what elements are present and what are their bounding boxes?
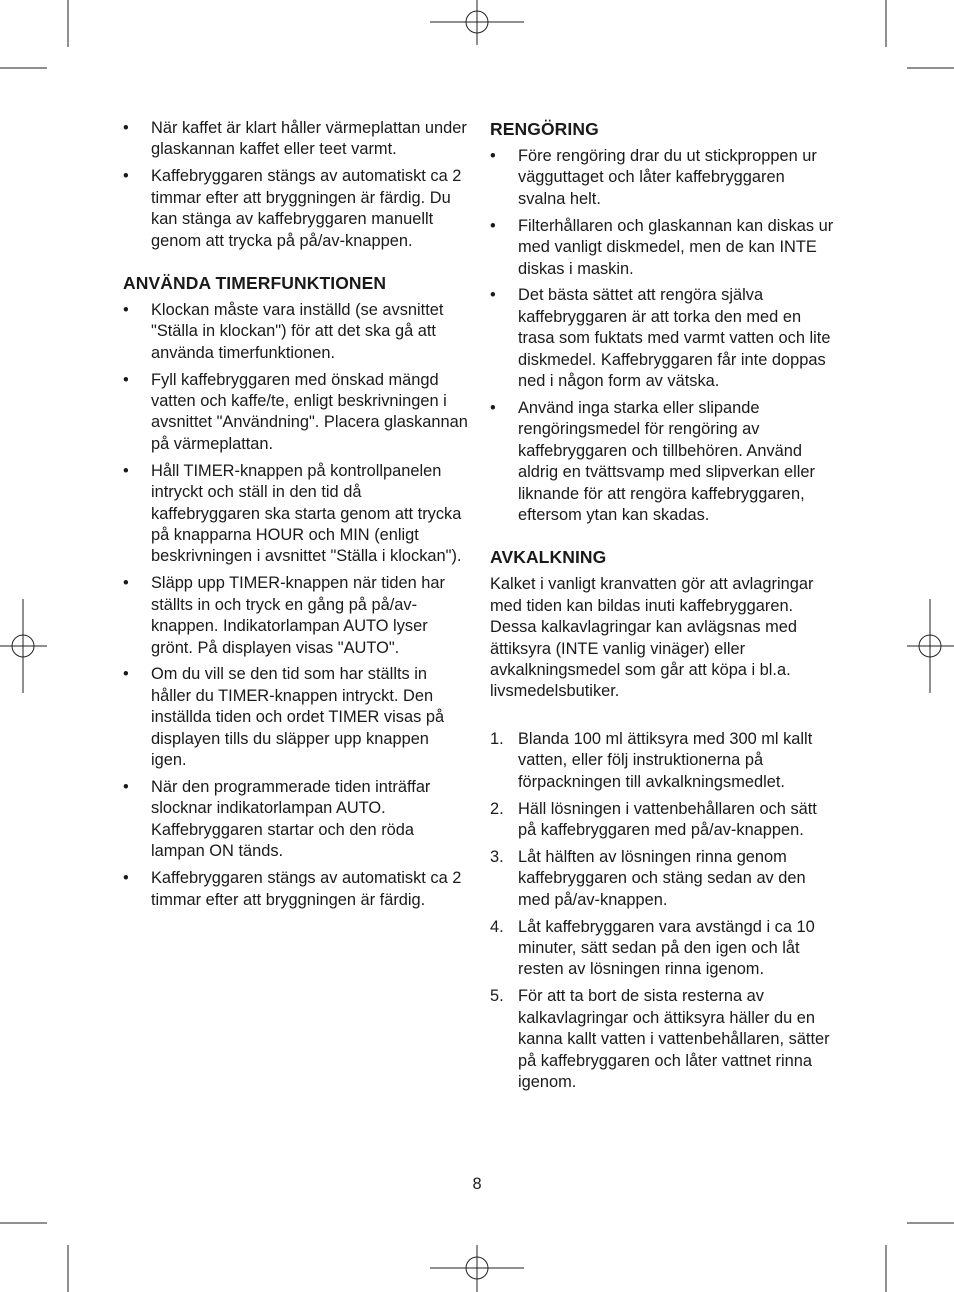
step-number: 2.	[490, 799, 504, 818]
bullet-marker: •	[123, 119, 129, 137]
list-item: 4. Låt kaffebryggaren vara avstängd i ca 10 minuter, sätt sedan på den igen och låt resten av lösningen rinna igenom.	[490, 917, 815, 979]
timer-bullet-list	[123, 300, 468, 911]
bullet-marker: •	[490, 216, 496, 235]
registration-mark-top	[430, 0, 524, 45]
bullet-marker: •	[490, 398, 496, 417]
bullet-marker: •	[123, 574, 129, 593]
intro-bullet-list	[123, 118, 468, 252]
section-heading-cleaning: RENGÖRING	[490, 119, 599, 139]
list-item: • Före rengöring drar du ut stickproppen ur vägguttaget och låter kaffebryggaren svalna helt.	[490, 147, 817, 208]
left-column	[123, 118, 468, 916]
list-item: • Det bästa sättet att rengöra själva kaffebryggaren är att torka den med en trasa som fuktats med varmt vatten och lite diskmedel. Kaffebryggaren får inte doppas ned i någon form av vätska.	[490, 286, 831, 391]
list-item: • Kaffebryggaren stängs av automatiskt ca 2 timmar efter att bryggningen är färdig.	[123, 869, 462, 909]
right-column	[490, 118, 835, 1099]
registration-mark-right	[907, 599, 954, 693]
list-item: • Filterhållaren och glaskannan kan diskas ur med vanligt diskmedel, men de kan INTE diskas i maskin.	[490, 216, 834, 278]
section-heading-timer: ANVÄNDA TIMERFUNKTIONEN	[123, 272, 387, 293]
descaling-intro: Kalket i vanligt kranvatten gör att avlagringar med tiden kan bildas inuti kaffebryggaren. Dessa kalkavlagringar kan avlägsnas med ättiksyra (INTE vanlig vinäger) eller avkalkningsmedel som går att köpa i bl.a. livsmedelsbutiker.	[490, 575, 814, 701]
bullet-marker: •	[123, 300, 129, 319]
list-item: 2. Häll lösningen i vattenbehållaren och sätt på kaffebryggaren med på/av-knappen.	[490, 799, 817, 839]
step-number: 5.	[490, 987, 504, 1006]
list-item: • Fyll kaffebryggaren med önskad mängd vatten och kaffe/te, enligt beskrivningen i avsnittet "Användning". Placera glaskannan på värmeplattan.	[123, 370, 468, 453]
list-item: • Använd inga starka eller slipande rengöringsmedel för rengöring av kaffebryggaren och tillbehören. Använd aldrig en tvättsvamp med slipverkan eller liknande för att rengöra kaffebryggaren, eftersom ytan kan skadas.	[490, 398, 815, 524]
registration-mark-bottom	[430, 1245, 524, 1292]
bullet-marker: •	[123, 665, 129, 684]
step-number: 4.	[490, 917, 504, 936]
list-item: 3. Låt hälften av lösningen rinna genom kaffebryggaren och stäng sedan av den med på/av-knappen.	[490, 847, 806, 909]
list-item: 1. Blanda 100 ml ättiksyra med 300 ml kallt vatten, eller följ instruktionerna på förpackningen till avkalkningsmedlet.	[490, 729, 813, 791]
list-item: • Släpp upp TIMER-knappen när tiden har ställts in och tryck en gång på på/av-knappen. Indikatorlampan AUTO lyser grönt. På displayen visas "AUTO".	[123, 574, 445, 657]
list-item: • Kaffebryggaren stängs av automatiskt ca 2 timmar efter att bryggningen är färdig. Du kan stänga av kaffebryggaren manuellt genom att trycka på på/av-knappen.	[123, 167, 462, 250]
list-item: 5. För att ta bort de sista resterna av kalkavlagringar och ättiksyra häller du en kanna kallt vatten i vattenbehållaren, sätter på kaffebryggaren och låter vattnet rinna igenom.	[490, 987, 830, 1091]
section-heading-descaling: AVKALKNING	[490, 547, 607, 568]
list-item: • Klockan måste vara inställd (se avsnittet "Ställa in klockan") för att det ska gå att använda timerfunktionen.	[123, 300, 444, 362]
bullet-marker: •	[123, 370, 129, 389]
list-item: • När den programmerade tiden inträffar slocknar indikatorlampan AUTO. Kaffebryggaren startar och den röda lampan ON tänds.	[123, 777, 431, 861]
bullet-marker: •	[123, 167, 129, 186]
descaling-steps-list	[490, 729, 835, 1094]
list-item: • Håll TIMER-knappen på kontrollpanelen intryckt och ställ in den tid då kaffebryggaren ska starta genom att trycka på knapparna HOUR och MIN (enligt beskrivningen i avsnittet "Ställa i klockan").	[123, 461, 462, 566]
bullet-marker: •	[490, 147, 496, 165]
step-number: 1.	[490, 729, 504, 748]
list-item: • När kaffet är klart håller värmeplattan under glaskannan kaffet eller teet varmt.	[123, 119, 467, 159]
page-number: 8	[472, 1175, 482, 1193]
cleaning-bullet-list	[490, 146, 835, 526]
step-number: 3.	[490, 847, 504, 866]
bullet-marker: •	[123, 869, 129, 888]
bullet-marker: •	[123, 461, 129, 480]
bullet-marker: •	[123, 777, 129, 796]
list-item: • Om du vill se den tid som har ställts in håller du TIMER-knappen intryckt. Den inställda tiden och ordet TIMER visas på displayen tills du släpper upp knappen igen.	[123, 665, 445, 770]
bullet-marker: •	[490, 286, 496, 305]
registration-mark-left	[0, 599, 47, 693]
